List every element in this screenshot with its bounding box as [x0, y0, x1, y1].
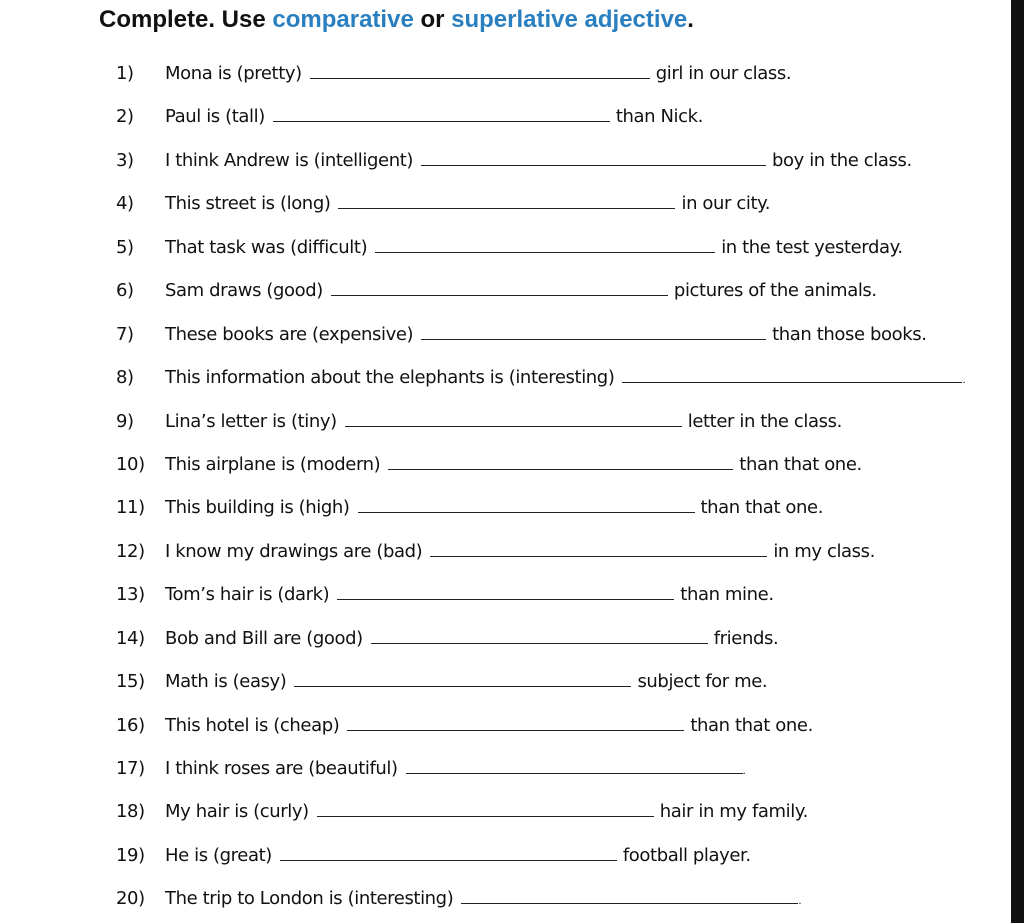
item-prompt: This information about the elephants is (interesting): [165, 367, 615, 388]
item-number: 19): [116, 845, 145, 866]
item-continuation: than that one.: [700, 497, 824, 518]
exercise-item: [116, 845, 751, 875]
item-number: 4): [116, 193, 134, 214]
exercise-item: [116, 671, 767, 701]
item-number: 3): [116, 150, 134, 171]
item-prompt: Math is (easy): [165, 671, 287, 692]
item-prompt: Mona is (pretty): [165, 63, 302, 84]
item-continuation: girl in our class.: [655, 63, 792, 84]
answer-blank[interactable]: [280, 846, 617, 861]
item-prompt: Paul is (tall): [165, 106, 265, 127]
exercise-item: [116, 150, 912, 180]
page-edge: [1011, 0, 1024, 923]
exercise-item: [116, 280, 877, 310]
item-number: 14): [116, 628, 145, 649]
title-superlative: superlative adjective: [451, 6, 688, 33]
item-number: 2): [116, 106, 134, 127]
answer-blank[interactable]: [310, 64, 650, 79]
item-continuation: subject for me.: [637, 671, 768, 692]
exercise-item: [116, 411, 842, 441]
item-continuation: than Nick.: [615, 106, 703, 127]
answer-blank[interactable]: [345, 412, 682, 427]
exercise-item: [116, 63, 791, 93]
item-continuation: football player.: [622, 845, 751, 866]
item-continuation: .: [962, 375, 966, 386]
item-number: 16): [116, 715, 145, 736]
item-continuation: pictures of the animals.: [673, 280, 877, 301]
item-number: 10): [116, 454, 145, 475]
answer-blank[interactable]: [371, 629, 708, 644]
item-continuation: friends.: [713, 628, 779, 649]
exercise-item: [116, 193, 770, 223]
answer-blank[interactable]: [406, 759, 743, 774]
item-prompt: This airplane is (modern): [165, 454, 381, 475]
item-prompt: These books are (expensive): [165, 324, 414, 345]
exercise-item: [116, 715, 813, 745]
item-continuation: in our city.: [681, 193, 771, 214]
item-continuation: in the test yesterday.: [721, 237, 903, 258]
item-continuation: than those books.: [772, 324, 927, 345]
exercise-item: [116, 324, 927, 354]
title-text: Complete. Use: [99, 6, 273, 33]
exercise-item: [116, 497, 823, 527]
item-continuation: boy in the class.: [771, 150, 912, 171]
title-or: or: [413, 6, 452, 33]
item-prompt: My hair is (curly): [165, 801, 309, 822]
answer-blank[interactable]: [421, 151, 766, 166]
answer-blank[interactable]: [622, 368, 962, 383]
exercise-item: [116, 801, 808, 831]
exercise-item: [116, 541, 875, 571]
exercise-item: [116, 888, 801, 918]
answer-blank[interactable]: [430, 542, 767, 557]
item-number: 13): [116, 584, 145, 605]
item-number: 11): [116, 497, 145, 518]
item-prompt: This hotel is (cheap): [165, 715, 340, 736]
exercise-item: [116, 454, 862, 484]
exercise-item: [116, 628, 778, 658]
answer-blank[interactable]: [273, 107, 610, 122]
item-prompt: Bob and Bill are (good): [165, 628, 363, 649]
item-number: 1): [116, 63, 134, 84]
item-number: 18): [116, 801, 145, 822]
item-prompt: I think roses are (beautiful): [165, 758, 398, 779]
item-number: 17): [116, 758, 145, 779]
item-number: 12): [116, 541, 145, 562]
item-number: 5): [116, 237, 134, 258]
answer-blank[interactable]: [337, 585, 674, 600]
item-continuation: .: [798, 896, 802, 907]
item-prompt: Sam draws (good): [165, 280, 323, 301]
item-number: 20): [116, 888, 145, 909]
answer-blank[interactable]: [461, 889, 798, 904]
item-continuation: in my class.: [773, 541, 875, 562]
exercise-item: [116, 106, 703, 136]
answer-blank[interactable]: [294, 672, 631, 687]
answer-blank[interactable]: [375, 238, 715, 253]
item-number: 8): [116, 367, 134, 388]
answer-blank[interactable]: [358, 498, 695, 513]
answer-blank[interactable]: [347, 716, 684, 731]
item-number: 6): [116, 280, 134, 301]
exercise-item: [116, 758, 745, 788]
answer-blank[interactable]: [331, 281, 668, 296]
item-continuation: than that one.: [690, 715, 813, 736]
item-continuation: than mine.: [680, 584, 774, 605]
item-prompt: That task was (difficult): [165, 237, 368, 258]
answer-blank[interactable]: [421, 325, 766, 340]
item-number: 9): [116, 411, 134, 432]
exercise-item: [116, 237, 903, 267]
item-prompt: The trip to London is (interesting): [165, 888, 454, 909]
item-prompt: Tom’s hair is (dark): [165, 584, 330, 605]
item-continuation: .: [742, 766, 746, 777]
item-prompt: I know my drawings are (bad): [165, 541, 423, 562]
item-number: 15): [116, 671, 145, 692]
item-continuation: letter in the class.: [687, 411, 842, 432]
exercise-item: [116, 367, 965, 397]
title-comparative: comparative: [272, 6, 414, 33]
item-prompt: This building is (high): [165, 497, 350, 518]
exercise-item: [116, 584, 774, 614]
item-number: 7): [116, 324, 134, 345]
answer-blank[interactable]: [338, 194, 675, 209]
answer-blank[interactable]: [317, 802, 654, 817]
item-continuation: hair in my family.: [659, 801, 808, 822]
item-prompt: This street is (long): [165, 193, 331, 214]
answer-blank[interactable]: [388, 455, 733, 470]
title-period: .: [687, 6, 694, 33]
item-prompt: Lina’s letter is (tiny): [165, 411, 337, 432]
item-prompt: I think Andrew is (intelligent): [165, 150, 413, 171]
item-continuation: than that one.: [739, 454, 862, 475]
item-prompt: He is (great): [165, 845, 272, 866]
